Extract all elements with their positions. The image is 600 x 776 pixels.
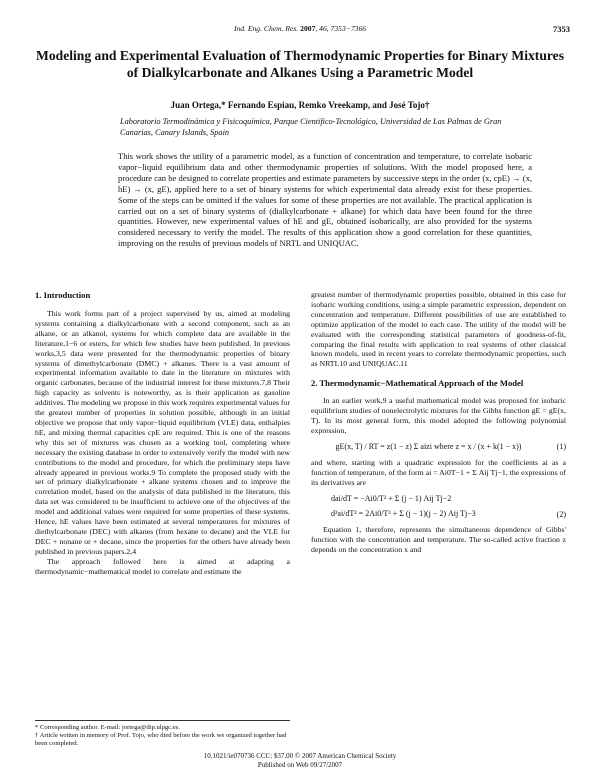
abstract: This work shows the utility of a parametric model, as a function of concentration and temperature, to correlate isobaric vapor−liquid equilibrium data and other thermodynamic properties of solutions. With the model proposed here, a procedure can be designed to correlate properties and estimate parameters by successive steps in the order (x, cpE) → (x, hE) → (x, gE), applied here to a set of binary systems for which experimental data already exist for these properties. Some of the steps can be omitted if the values for some of these properties are not available. The practical application is carried out on a set of binary systems of (dialkylcarbonate + alkane) for which data have been found for the three quantities. However, new experimental values of hE and gE, obtained isobarically, are also provided for the systems considered necessary to verify the model. The results of this application show a good correlation for these quantities, improving on the results of previous models of NRTL and UNIQUAC.: [118, 151, 532, 249]
publication-date: Published on Web 09/27/2007: [257, 761, 343, 769]
footnote-memoriam: † Article written in memory of Prof. Tojo, who died before the work we organized together had been completed.: [35, 732, 287, 748]
section-heading-model: 2. Thermodynamic−Mathematical Approach of the Model: [311, 378, 524, 389]
footnote-corresponding-author: * Corresponding author. E-mail: jortega@dip.ulpgc.es.: [35, 724, 180, 731]
equation-2: [311, 494, 566, 520]
affiliation: Laboratorio Termodinámica y Fisicoquímica, Parque Científico-Tecnológico, Universidad de Las Palmas de Gran Canarias, Canary Islands, Spain: [120, 117, 502, 137]
footnotes: [35, 720, 290, 749]
page-footer: [0, 752, 600, 770]
equation-2a: dai/dT = −Ai0/T² + Σ (j − 1) Aij Tj−2: [331, 493, 452, 503]
author-list: Juan Ortega,* Fernando Espiau, Remko Vreekamp, and José Tojo†: [170, 100, 430, 110]
equation-1-number: (1): [556, 441, 566, 451]
article-title: Modeling and Experimental Evaluation of Thermodynamic Properties for Binary Mixtures of Dialkylcarbonate and Alkanes Using a Parametric Model: [36, 48, 565, 80]
equation-1-body: gE(x, T) / RT = z(1 − z) Σ aizi where z = x / (x + k(1 − x)): [335, 441, 522, 451]
journal-citation: [0, 24, 600, 33]
journal-year: 2007: [300, 24, 316, 33]
equation-1: [311, 442, 566, 452]
journal-name: Ind. Eng. Chem. Res.: [233, 24, 299, 33]
paragraph-after-eq2: Equation 1, therefore, represents the simultaneous dependence of Gibbs' function with the concentration and temperature. The so-called active fraction z depends on the concentration x and: [311, 525, 566, 555]
right-column: [311, 290, 566, 555]
paragraph-after-eq1: and where, starting with a quadratic expression for the coefficients ai as a function of temperature, of the form ai = Ai0T−1 + Σ Aij Tj−1, the expressions of its derivatives are: [311, 457, 566, 487]
doi-line: 10.1021/ie070736 CCC: $37.00 © 2007 American Chemical Society: [203, 752, 397, 760]
intro-paragraph-2: The approach followed here is aimed at adapting a thermodynamic−mathematical model to correlate and estimate the: [35, 556, 290, 576]
section-heading-introduction: 1. Introduction: [35, 290, 91, 300]
equation-2-number: (2): [556, 509, 566, 519]
page-number: 7353: [553, 24, 570, 34]
intro-paragraph-1: This work forms part of a project supervised by us, aimed at modeling systems containing a dialkylcarbonate with a second component, such as an alkane, or an alkanol, systems for which complete data are available in the literature,1−6 or esters, for which few studies have been published. In previous works,3,5 data were presented for the thermodynamic properties of binary systems of dimethylcarbonate (DMC) + alkanes. There is a vast amount of experimental information available to date in the literature on mixtures with organic carbonates, because of the industrial interest for these mixtures.7,8 Their high capacity as solvents is noteworthy, as is their application as gasoline additives. The modeling we propose in this work requires experimental values for the greatest number of properties in solution possible, although in an initial objective we propose that only vapor−liquid equilibrium (VLE) data, enthalpies hE, and mixing thermal capacities cpE are required. This is one of the reasons why this set of mixtures was chosen as a working tool, completing where necessary the existing database in order to extensively verify the model with new contributions to the model and procedure, for which the preliminary steps have already appeared in previous works.9 To complete the proposed study with the set of primary dialkylcarbonate + alkane systems chosen and to improve the correlation model, based on the analysis of data published in the literature, this data set was considered to be insufficient to achieve one of the objectives of the model and additional values were required for some properties of these systems. Hence, hE values have been estimated at several temperatures for mixtures of diethylcarbonate (DEC) with alkanes (from hexane to decane) and the VLE for DEC + nonane or + decane, since the properties for the others have already been published in previous papers.2,4: [35, 309, 290, 556]
journal-volume-pages: , 46, 7353−7366: [315, 24, 367, 33]
left-column: [35, 290, 290, 576]
equation-2b: d²ai/dT² = 2Ai0/T³ + Σ (j − 1)(j − 2) Aij Tj−3: [331, 509, 476, 519]
model-paragraph: In an earlier work,9 a useful mathematical model was proposed for isobaric equilibrium studies of nonelectrolytic mixtures for the Gibbs function gE = gE(x, T). In its most general form, this model adopted the following polynomial expression,: [311, 396, 566, 435]
continued-paragraph: greatest number of thermodynamic properties possible, obtained in this case for isobaric working conditions, using a simple parametric expression, dependent on concentration and temperature. Different possibilities of use are established to optimize application of the model to each case. The utility of the model will be evaluated with the corresponding statistical parameters of goodness-of-fit, comparing the final results with application to real systems of other classical known models, used in recent years to correlate thermodynamic properties, such as NRTL10 and UNIQUAC.11: [311, 290, 566, 369]
